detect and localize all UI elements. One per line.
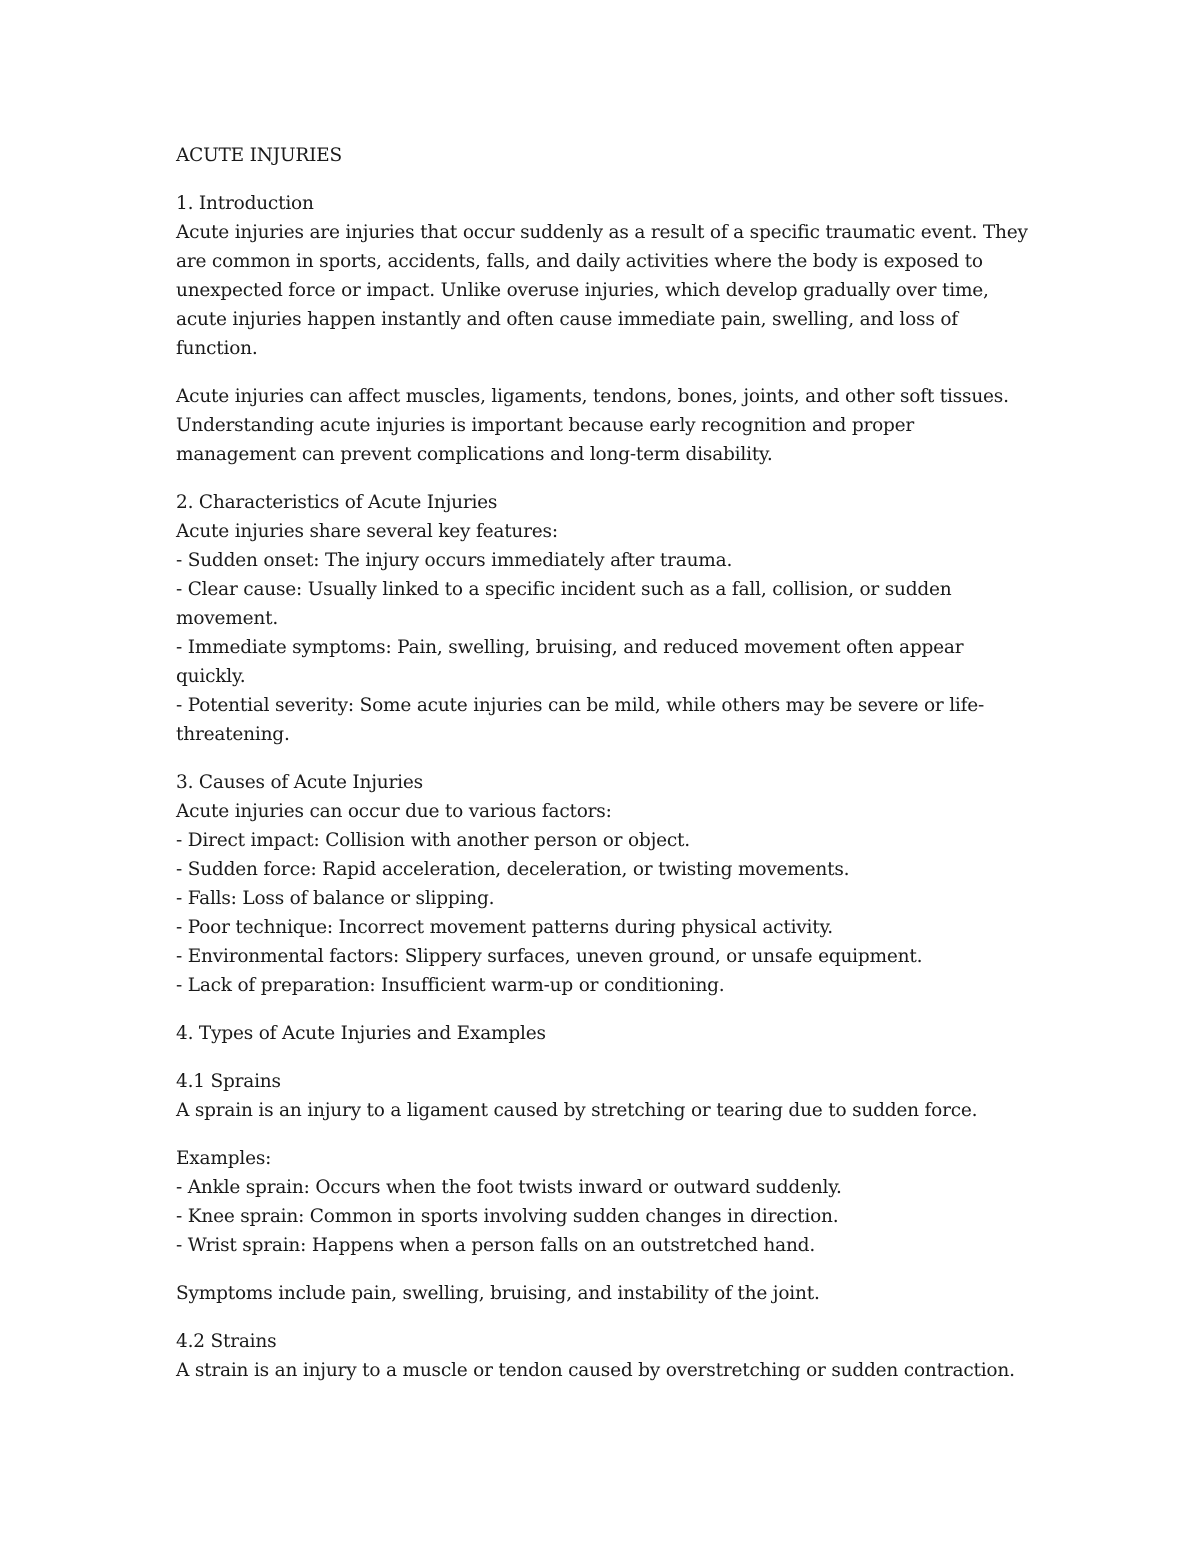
text-line: function. — [176, 338, 258, 359]
subsection-heading-strains: 4.2 Strains — [176, 1331, 277, 1352]
list-item: - Ankle sprain: Occurs when the foot twists inward or outward suddenly. — [176, 1177, 842, 1198]
list-item: - Poor technique: Incorrect movement patterns during physical activity. — [176, 917, 833, 938]
text-line: Symptoms include pain, swelling, bruising, and instability of the joint. — [176, 1283, 820, 1304]
examples-heading: Examples: — [176, 1148, 272, 1169]
list-item: - Knee sprain: Common in sports involving sudden changes in direction. — [176, 1206, 839, 1227]
list-item: Acute injuries can occur due to various factors: — [176, 801, 612, 822]
section-heading-types: 4. Types of Acute Injuries and Examples — [176, 1023, 546, 1044]
spacer — [176, 170, 1036, 189]
paragraph-introduction-2 — [176, 382, 1036, 469]
list-item: movement. — [176, 608, 279, 629]
list-item: Acute injuries share several key features: — [176, 521, 558, 542]
text-line: are common in sports, accidents, falls, and daily activities where the body is exposed to — [176, 251, 983, 272]
list-item: threatening. — [176, 724, 290, 745]
spacer — [176, 363, 1036, 382]
subsection-heading-sprains: 4.1 Sprains — [176, 1071, 281, 1092]
list-item: - Potential severity: Some acute injuries can be mild, while others may be severe or life- — [176, 695, 985, 716]
list-causes — [176, 797, 1036, 1000]
spacer — [176, 749, 1036, 768]
text-line: management can prevent complications and long-term disability. — [176, 444, 773, 465]
list-item: - Wrist sprain: Happens when a person falls on an outstretched hand. — [176, 1235, 816, 1256]
paragraph-introduction-1 — [176, 218, 1036, 363]
text-line: A sprain is an injury to a ligament caused by stretching or tearing due to sudden force. — [176, 1100, 978, 1121]
list-item: quickly. — [176, 666, 246, 687]
list-item: - Sudden onset: The injury occurs immediately after trauma. — [176, 550, 733, 571]
text-line: acute injuries happen instantly and often cause immediate pain, swelling, and loss of — [176, 309, 958, 330]
list-item: - Direct impact: Collision with another person or object. — [176, 830, 690, 851]
text-line: Acute injuries are injuries that occur suddenly as a result of a specific traumatic event. They — [176, 222, 1028, 243]
list-item: - Sudden force: Rapid acceleration, deceleration, or twisting movements. — [176, 859, 850, 880]
spacer — [176, 1125, 1036, 1144]
section-heading-introduction: 1. Introduction — [176, 193, 314, 214]
text-line: Understanding acute injuries is important because early recognition and proper — [176, 415, 915, 436]
list-item: - Falls: Loss of balance or slipping. — [176, 888, 495, 909]
spacer — [176, 1048, 1036, 1067]
document-title: ACUTE INJURIES — [176, 145, 342, 166]
document-page — [176, 141, 1036, 1385]
spacer — [176, 1000, 1036, 1019]
list-item: - Lack of preparation: Insufficient warm-up or conditioning. — [176, 975, 725, 996]
spacer — [176, 469, 1036, 488]
text-line: unexpected force or impact. Unlike overuse injuries, which develop gradually over time, — [176, 280, 989, 301]
spacer — [176, 1260, 1036, 1279]
list-item: - Environmental factors: Slippery surfaces, uneven ground, or unsafe equipment. — [176, 946, 923, 967]
text-line: A strain is an injury to a muscle or tendon caused by overstretching or sudden contraction. — [176, 1360, 1015, 1381]
section-heading-characteristics: 2. Characteristics of Acute Injuries — [176, 492, 498, 513]
spacer — [176, 1308, 1036, 1327]
list-sprain-examples — [176, 1173, 1036, 1260]
section-heading-causes: 3. Causes of Acute Injuries — [176, 772, 423, 793]
list-item: - Clear cause: Usually linked to a specific incident such as a fall, collision, or sudden — [176, 579, 952, 600]
list-item: - Immediate symptoms: Pain, swelling, bruising, and reduced movement often appear — [176, 637, 964, 658]
text-line: Acute injuries can affect muscles, ligaments, tendons, bones, joints, and other soft tissues. — [176, 386, 1009, 407]
list-characteristics — [176, 517, 1036, 749]
